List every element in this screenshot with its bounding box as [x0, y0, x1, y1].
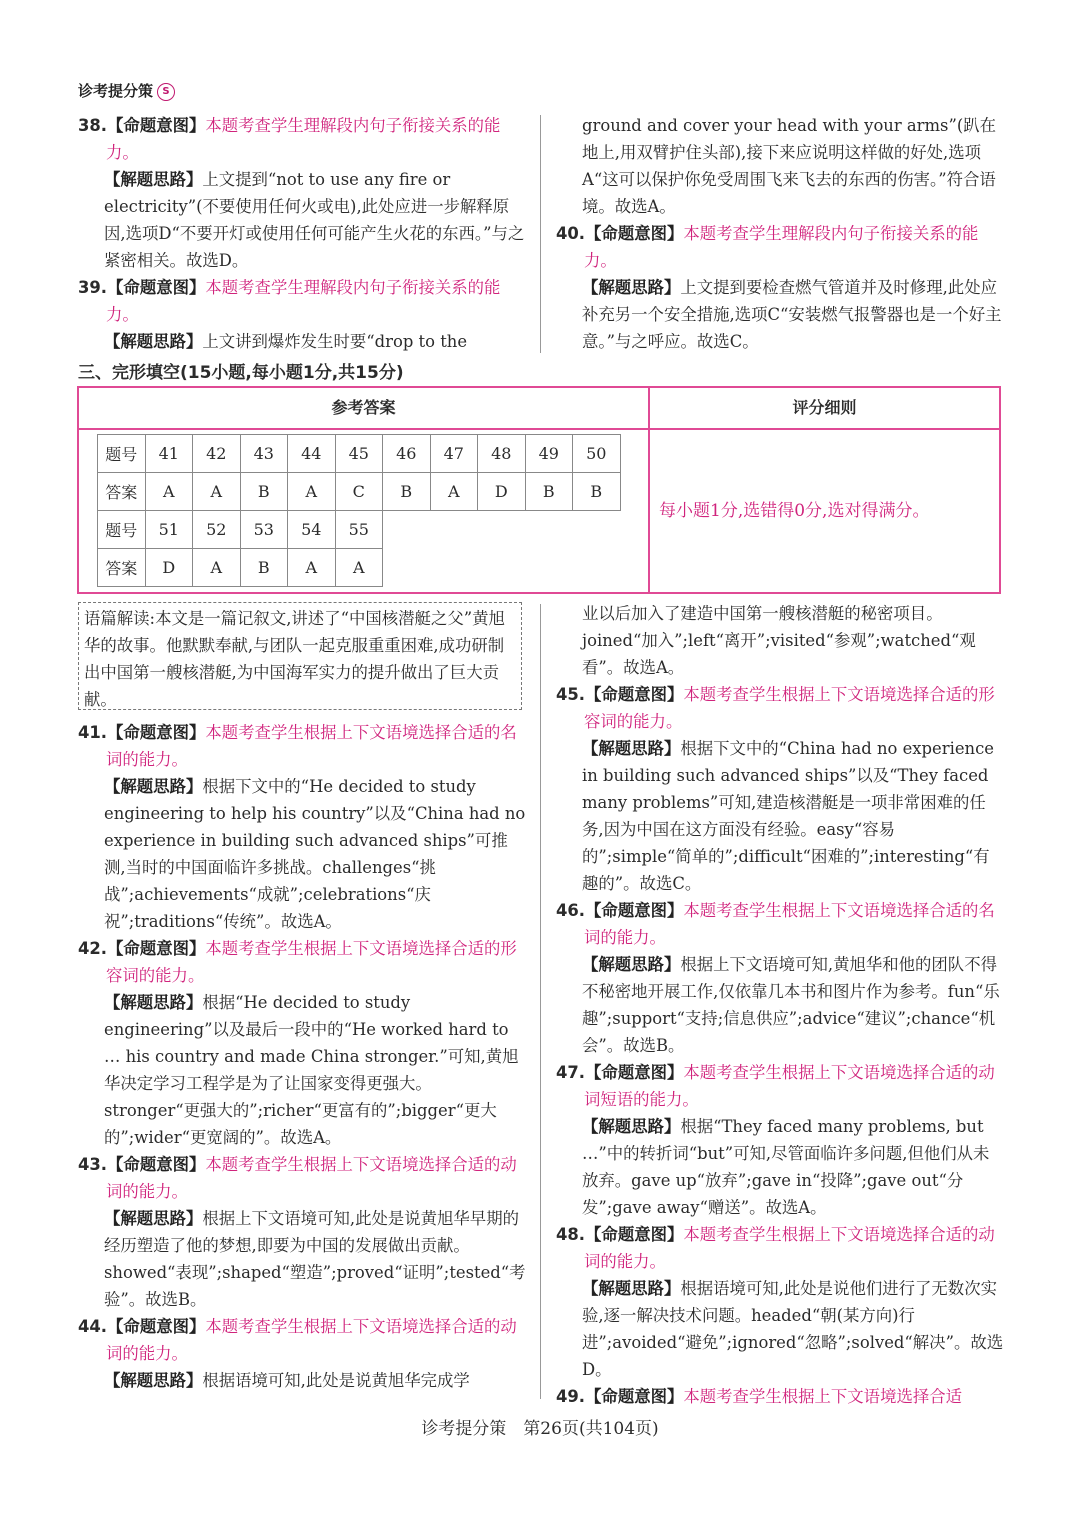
question-cell: 50 — [573, 435, 621, 473]
intent-text: 本题考查学生根据上下文语境选择合适的动词的能力。 — [106, 1317, 517, 1363]
empty-cell — [383, 511, 621, 549]
intent-tag: 【命题意图】 — [107, 939, 206, 958]
intent-tag: 【命题意图】 — [585, 224, 684, 243]
column-divider — [540, 604, 541, 1399]
header-title: 诊考提分策 — [78, 82, 154, 100]
answer-grid — [97, 434, 621, 587]
idea-tag: 【解题思路】 — [104, 332, 203, 351]
idea-text: 根据下文中的“He decided to study engineering to help his country”以及“China had no experience in building such advanced ships”可推测,当时的中国面临许多挑战。challenges“挑战”;achievements“成就”;celebrations“庆祝”;traditions“传统”。故选A。 — [104, 777, 526, 931]
question-number: 42. — [78, 939, 108, 958]
intent-tag: 【命题意图】 — [585, 1387, 684, 1406]
idea-text: 上文讲到爆炸发生时要“drop to the — [202, 332, 468, 351]
question-cell: 48 — [478, 435, 526, 473]
row-label: 答案 — [98, 473, 146, 511]
intent-text: 本题考查学生根据上下文语境选择合适的动词的能力。 — [106, 1155, 517, 1201]
brand-logo-icon: S — [157, 83, 175, 101]
intent-text: 本题考查学生根据上下文语境选择合适的名词的能力。 — [584, 901, 995, 947]
idea-text: 根据“He decided to study engineering”以及最后一段中的“He worked hard to … his country and made China stronger.”可知,黄旭华决定学习工程学是为了让国家变得更强大。stronger“更强大的”;richer“更富有的”;bigger“更大的”;wider“更宽阔的”。故选A。 — [104, 993, 519, 1147]
question-number: 46. — [556, 901, 586, 920]
answer-cell: A — [193, 549, 241, 587]
question-cell: 43 — [240, 435, 288, 473]
scoring-header: 评分细则 — [792, 398, 857, 417]
question-cell: 53 — [240, 511, 288, 549]
answer-cell: B — [525, 473, 573, 511]
answer-header: 参考答案 — [331, 398, 396, 417]
number-row — [98, 435, 621, 473]
intent-tag: 【命题意图】 — [107, 116, 206, 135]
intent-text: 本题考查学生理解段内句子衔接关系的能力。 — [106, 278, 501, 324]
idea-tag: 【解题思路】 — [582, 1117, 681, 1136]
answer-cell: B — [240, 549, 288, 587]
question-cell: 55 — [335, 511, 383, 549]
intent-tag: 【命题意图】 — [107, 1317, 206, 1336]
page-footer: 诊考提分策 第26页(共104页) — [421, 1419, 659, 1439]
question-number: 38. — [78, 116, 108, 135]
answer-cell: B — [573, 473, 621, 511]
intent-text: 本题考查学生根据上下文语境选择合适的动词的能力。 — [584, 1225, 995, 1271]
answer-cell: B — [240, 473, 288, 511]
idea-tag: 【解题思路】 — [582, 1279, 681, 1298]
idea-text: 根据“They faced many problems, but …”中的转折词“but”可知,尽管面临许多问题,但他们从未放弃。gave up“放弃”;gave in“投降”;gave out“分发”;gave away“赠送”。故选A。 — [582, 1117, 990, 1217]
answer-row — [98, 549, 621, 587]
question-number: 47. — [556, 1063, 586, 1082]
idea-tag: 【解题思路】 — [104, 1209, 203, 1228]
question-cell: 41 — [145, 435, 193, 473]
answer-cell: B — [383, 473, 431, 511]
intent-text: 本题考查学生根据上下文语境选择合适的形容词的能力。 — [584, 685, 995, 731]
intent-text: 本题考查学生根据上下文语境选择合适的形容词的能力。 — [106, 939, 517, 985]
question-number: 40. — [556, 224, 586, 243]
idea-tag: 【解题思路】 — [104, 1371, 203, 1390]
idea-tag: 【解题思路】 — [104, 170, 203, 189]
answer-cell: A — [288, 549, 336, 587]
idea-text: 根据语境可知,此处是说他们进行了无数次实验,逐一解决技术问题。headed“朝(某方向)行进”;avoided“避免”;ignored“忽略”;solved“解决”。故选D。 — [582, 1279, 1004, 1379]
answer-cell: A — [288, 473, 336, 511]
question-number: 49. — [556, 1387, 586, 1406]
idea-text: 根据语境可知,此处是说黄旭华完成学 — [202, 1371, 470, 1390]
question-number: 41. — [78, 723, 108, 742]
question-cell: 52 — [193, 511, 241, 549]
idea-tag: 【解题思路】 — [104, 777, 203, 796]
intent-text: 本题考查学生根据上下文语境选择合适 — [683, 1387, 963, 1406]
question-number: 43. — [78, 1155, 108, 1174]
scoring-rule: 每小题1分,选错得0分,选对得满分。 — [659, 501, 930, 521]
question-cell: 44 — [288, 435, 336, 473]
column-divider — [540, 115, 541, 353]
bottom-right-column — [556, 600, 1004, 1410]
answer-cell: A — [335, 549, 383, 587]
answer-cell: A — [145, 473, 193, 511]
question-cell: 47 — [430, 435, 478, 473]
answer-cell: A — [193, 473, 241, 511]
question-cell: 54 — [288, 511, 336, 549]
intent-tag: 【命题意图】 — [107, 723, 206, 742]
question-cell: 42 — [193, 435, 241, 473]
answer-cell: A — [430, 473, 478, 511]
answer-cell: D — [145, 549, 193, 587]
answer-cell: D — [478, 473, 526, 511]
question-cell: 45 — [335, 435, 383, 473]
intent-tag: 【命题意图】 — [585, 901, 684, 920]
question-cell: 51 — [145, 511, 193, 549]
idea-tag: 【解题思路】 — [104, 993, 203, 1012]
idea-text: 上文提到“not to use any fire or electricity”(不要使用任何火或电),此处应进一步解释原因,选项D“不要开灯或使用任何可能产生火花的东西。”与之紧密相关。故选D。 — [104, 170, 525, 270]
question-number: 39. — [78, 278, 108, 297]
row-label: 题号 — [98, 511, 146, 549]
row-label: 答案 — [98, 549, 146, 587]
intent-tag: 【命题意图】 — [585, 1063, 684, 1082]
intent-tag: 【命题意图】 — [585, 685, 684, 704]
section-title: 三、完形填空(15小题,每小题1分,共15分) — [78, 363, 404, 383]
idea-text: 上文提到要检查燃气管道并及时修理,此处应补充另一个安全措施,选项C“安装燃气报警器也是一个好主意。”与之呼应。故选C。 — [582, 278, 1002, 351]
idea-text: 根据上下文语境可知,此处是说黄旭华早期的经历塑造了他的梦想,即要为中国的发展做出贡献。showed“表现”;shaped“塑造”;proved“证明”;tested“考验”。故选B。 — [104, 1209, 526, 1309]
question-number: 44. — [78, 1317, 108, 1336]
question-number: 45. — [556, 685, 586, 704]
intent-text: 本题考查学生根据上下文语境选择合适的名词的能力。 — [106, 723, 517, 769]
bottom-left-column — [78, 719, 526, 1394]
intent-text: 本题考查学生理解段内句子衔接关系的能力。 — [584, 224, 979, 270]
intent-tag: 【命题意图】 — [585, 1225, 684, 1244]
intent-text: 本题考查学生理解段内句子衔接关系的能力。 — [106, 116, 501, 162]
number-row — [98, 511, 621, 549]
idea-text: 根据上下文语境可知,黄旭华和他的团队不得不秘密地开展工作,仅依靠几本书和图片作为参考。fun“乐趣”;support“支持;信息供应”;advice“建议”;chance“机会”。故选B。 — [582, 955, 1000, 1055]
top-left-column — [78, 112, 526, 355]
question-number: 48. — [556, 1225, 586, 1244]
idea-tag: 【解题思路】 — [582, 955, 681, 974]
answer-cell: C — [335, 473, 383, 511]
row-label: 题号 — [98, 435, 146, 473]
answer-row — [98, 473, 621, 511]
intent-text: 本题考查学生根据上下文语境选择合适的动词短语的能力。 — [584, 1063, 995, 1109]
empty-cell — [383, 549, 621, 587]
intent-tag: 【命题意图】 — [107, 1155, 206, 1174]
continued-text: 业以后加入了建造中国第一艘核潜艇的秘密项目。joined“加入”;left“离开”;visited“参观”;watched“观看”。故选A。 — [582, 604, 976, 677]
idea-tag: 【解题思路】 — [582, 278, 681, 297]
passage-summary: 语篇解读:本文是一篇记叙文,讲述了“中国核潜艇之父”黄旭华的故事。他默默奉献,与团队一起克服重重困难,成功研制出中国第一艘核潜艇,为中国海军实力的提升做出了巨大贡献。 — [78, 602, 522, 710]
continued-text: ground and cover your head with your arms”(趴在地上,用双臂护住头部),接下来应说明这样做的好处,选项A“这可以保护你免受周围飞来飞去的东西的伤害。”符合语境。故选A。 — [582, 116, 997, 216]
intent-tag: 【命题意图】 — [107, 278, 206, 297]
question-cell: 49 — [525, 435, 573, 473]
top-right-column — [556, 112, 1004, 355]
idea-tag: 【解题思路】 — [582, 739, 681, 758]
question-cell: 46 — [383, 435, 431, 473]
running-header — [78, 80, 175, 101]
idea-text: 根据下文中的“China had no experience in building such advanced ships”以及“They faced many problems”可知,建造核潜艇是一项非常困难的任务,因为中国在这方面没有经验。easy“容易的”;simple“简单的”;difficult“困难的”;interesting“有趣的”。故选C。 — [582, 739, 994, 893]
answer-table-box — [77, 386, 1001, 594]
